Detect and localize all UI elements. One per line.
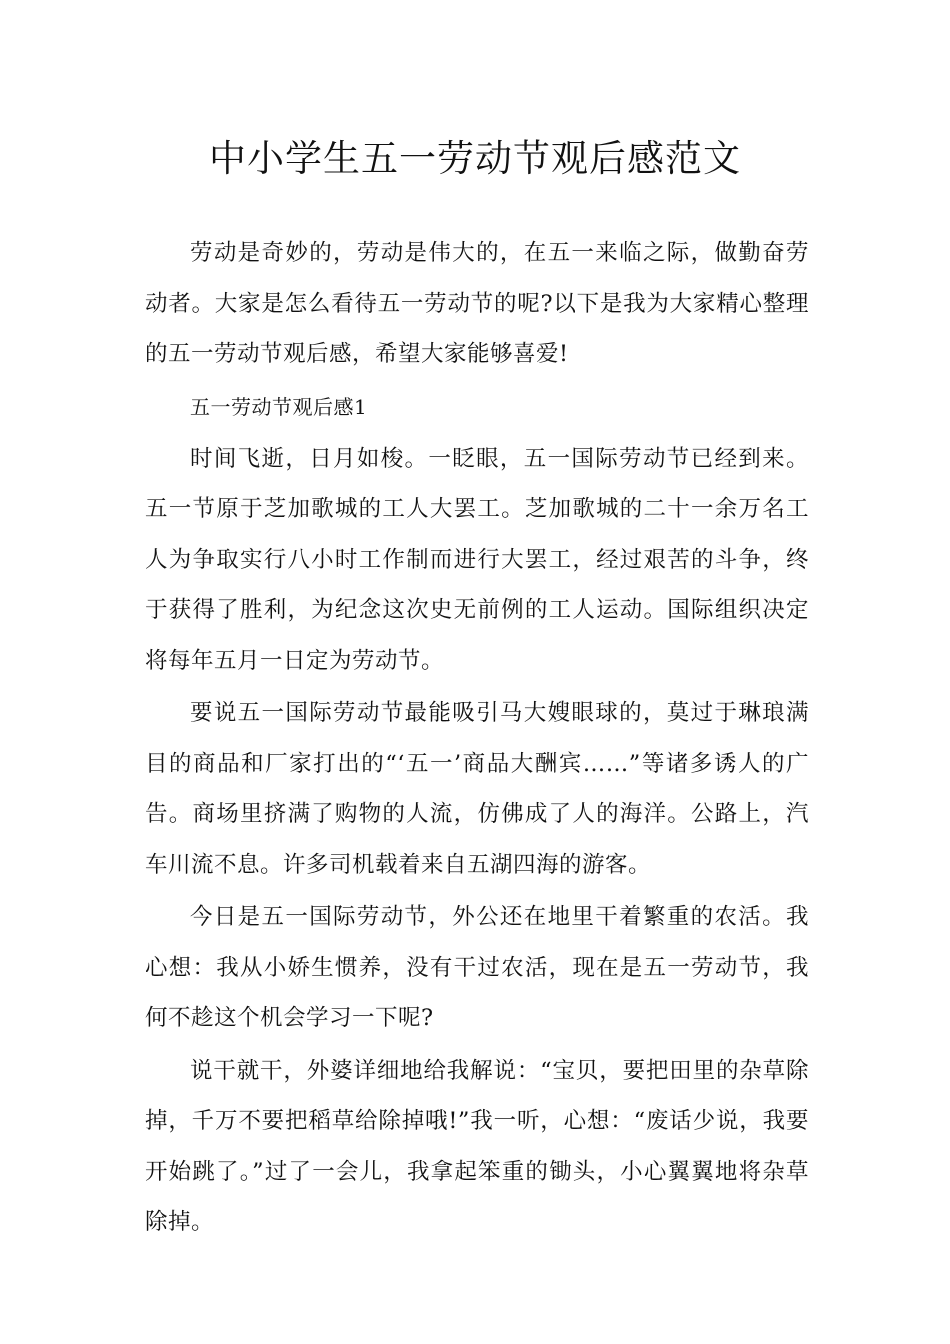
body-paragraph: 说干就干，外婆详细地给我解说：“宝贝，要把田里的杂草除掉，千万不要把稻草给除掉哦!”我一听，心想：“废话少说，我要开始跳了。”过了一会儿，我拿起笨重的锄头，小心翼翼地将杂草除掉。 — [145, 1057, 809, 1235]
document-body — [145, 228, 809, 1248]
intro-paragraph: 劳动是奇妙的，劳动是伟大的，在五一来临之际，做勤奋劳动者。大家是怎么看待五一劳动节的呢?以下是我为大家精心整理的五一劳动节观后感，希望大家能够喜爱! — [145, 240, 809, 367]
document-title: 中小学生五一劳动节观后感范文 — [209, 137, 741, 180]
body-paragraph: 今日是五一国际劳动节，外公还在地里干着繁重的农活。我心想：我从小娇生惯养，没有干过农活，现在是五一劳动节，我何不趁这个机会学习一下呢? — [145, 904, 809, 1031]
body-paragraph: 要说五一国际劳动节最能吸引马大嫂眼球的，莫过于琳琅满目的商品和厂家打出的“‘五一’商品大酬宾……”等诸多诱人的广告。商场里挤满了购物的人流，仿佛成了人的海洋。公路上，汽车川流不息。许多司机载着来自五湖四海的游客。 — [145, 700, 809, 878]
body-paragraph: 时间飞逝，日月如梭。一眨眼，五一国际劳动节已经到来。五一节原于芝加歌城的工人大罢工。芝加歌城的二十一余万名工人为争取实行八小时工作制而进行大罢工，经过艰苦的斗争，终于获得了胜利，为纪念这次史无前例的工人运动。国际组织决定将每年五月一日定为劳动节。 — [145, 445, 809, 674]
section-heading: 五一劳动节观后感1 — [190, 394, 368, 419]
